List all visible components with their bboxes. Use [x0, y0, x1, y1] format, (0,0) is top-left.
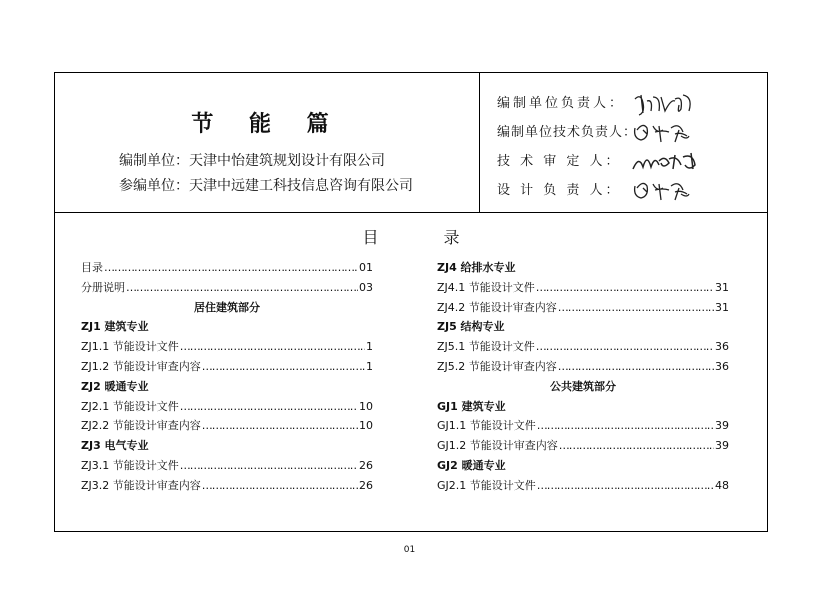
- toc-entry-title: ZJ5.2 节能设计审查内容: [437, 359, 557, 373]
- toc-leader-dots: [537, 416, 714, 436]
- toc-entry: [81, 416, 373, 436]
- toc-entry-title: ZJ4.1 节能设计文件: [437, 280, 535, 294]
- toc-section-heading: 公共建筑部分: [550, 379, 616, 393]
- toc-entry-page: 39: [715, 439, 729, 453]
- toc-leader-dots: [559, 436, 714, 456]
- toc-leader-dots: [536, 337, 714, 357]
- toc-entry: [81, 258, 373, 278]
- toc-discipline-heading: GJ2 暖通专业: [437, 458, 506, 472]
- toc-column-left: [81, 258, 373, 496]
- toc-entry-page: 36: [715, 359, 729, 373]
- toc-title: 目 录: [362, 228, 490, 247]
- toc-entry: [437, 436, 729, 456]
- toc-entry-title: ZJ1.1 节能设计文件: [81, 340, 179, 354]
- toc-entry-page: 1: [366, 359, 373, 373]
- toc-entry-page: 36: [715, 340, 729, 354]
- header-divider-vertical: [479, 73, 480, 212]
- toc-entry-page: 39: [715, 419, 729, 433]
- toc-entry-page: 26: [359, 478, 373, 492]
- toc-entry: [81, 337, 373, 357]
- handwritten-signature-icon: [631, 149, 703, 175]
- responsible-row: [497, 89, 703, 118]
- toc-entry-title: ZJ3.2 节能设计审查内容: [81, 478, 201, 492]
- handwritten-signature-icon: [631, 91, 703, 117]
- toc-entry-title: GJ2.1 节能设计文件: [437, 478, 536, 492]
- toc-entry-title: ZJ3.1 节能设计文件: [81, 458, 179, 472]
- toc-leader-dots: [536, 278, 714, 298]
- toc-leader-dots: [202, 416, 358, 436]
- handwritten-signature-icon: [631, 120, 703, 146]
- toc-entry: [81, 476, 373, 496]
- toc-entry: [437, 337, 729, 357]
- toc-leader-dots: [104, 258, 358, 278]
- responsible-row: [497, 147, 703, 176]
- toc-leader-dots: [558, 298, 714, 318]
- responsible-row: [497, 118, 703, 147]
- header-divider-horizontal: [55, 212, 767, 213]
- toc-entry-page: 48: [715, 478, 729, 492]
- toc-leader-dots: [126, 278, 358, 298]
- toc-leader-dots: [202, 476, 358, 496]
- responsible-label: 编制单位负责人：: [497, 96, 626, 111]
- toc-discipline-heading: ZJ1 建筑专业: [81, 320, 149, 334]
- toc-entry: [81, 357, 373, 377]
- toc-discipline-heading: ZJ4 给排水专业: [437, 261, 516, 274]
- toc-entry: [81, 456, 373, 476]
- toc-leader-dots: [180, 397, 358, 417]
- toc-column-right: [437, 258, 729, 496]
- toc-entry-page: 26: [359, 458, 373, 472]
- toc-entry-page: 10: [359, 399, 373, 413]
- handwritten-signature-icon: [631, 178, 703, 204]
- page-number: 01: [403, 545, 416, 555]
- responsible-persons: [497, 89, 703, 205]
- toc-entry: [437, 476, 729, 496]
- toc-leader-dots: [558, 357, 714, 377]
- toc-discipline-heading: ZJ3 电气专业: [81, 439, 149, 453]
- editor-unit: 编制单位：天津中怡建筑规划设计有限公司: [119, 153, 385, 169]
- toc-entry: [81, 397, 373, 417]
- toc-entry: [81, 278, 373, 298]
- toc-leader-dots: [180, 456, 358, 476]
- toc-entry: [437, 357, 729, 377]
- toc-discipline-heading: ZJ2 暖通专业: [81, 379, 149, 393]
- toc-entry-title: GJ1.1 节能设计文件: [437, 419, 536, 433]
- toc-section-heading: 居住建筑部分: [194, 300, 260, 314]
- toc-entry-title: 分册说明: [81, 280, 125, 294]
- page-title: 节 能 篇: [191, 111, 343, 137]
- co-editor-unit: 参编单位：天津中远建工科技信息咨询有限公司: [119, 178, 413, 194]
- toc-entry-title: ZJ4.2 节能设计审查内容: [437, 300, 557, 314]
- toc-entry-title: ZJ1.2 节能设计审查内容: [81, 359, 201, 373]
- responsible-label: 设 计 负 责 人：: [497, 183, 622, 198]
- unit-info: [119, 149, 413, 199]
- toc-leader-dots: [537, 476, 714, 496]
- toc-entry-page: 03: [359, 280, 373, 294]
- toc-leader-dots: [180, 337, 365, 357]
- toc-entry-title: 目录: [81, 261, 103, 274]
- responsible-row: [497, 176, 703, 205]
- toc-entry-title: GJ1.2 节能设计审查内容: [437, 439, 558, 453]
- toc-entry: [437, 416, 729, 436]
- title-block-frame: [54, 72, 768, 532]
- responsible-label: 技 术 审 定 人：: [497, 154, 622, 169]
- toc-entry-title: ZJ2.2 节能设计审查内容: [81, 419, 201, 433]
- toc-entry-page: 31: [715, 280, 729, 294]
- toc-entry-page: 31: [715, 300, 729, 314]
- toc-entry-page: 01: [359, 261, 373, 274]
- toc-leader-dots: [202, 357, 365, 377]
- toc-entry-title: ZJ5.1 节能设计文件: [437, 340, 535, 354]
- toc-discipline-heading: GJ1 建筑专业: [437, 399, 506, 413]
- toc-entry-page: 10: [359, 419, 373, 433]
- toc-entry-title: ZJ2.1 节能设计文件: [81, 399, 179, 413]
- toc-entry-page: 1: [366, 340, 373, 354]
- responsible-label: 编制单位技术负责人：: [497, 125, 638, 140]
- toc-entry: [437, 278, 729, 298]
- toc-entry: [437, 298, 729, 318]
- toc-discipline-heading: ZJ5 结构专业: [437, 320, 505, 334]
